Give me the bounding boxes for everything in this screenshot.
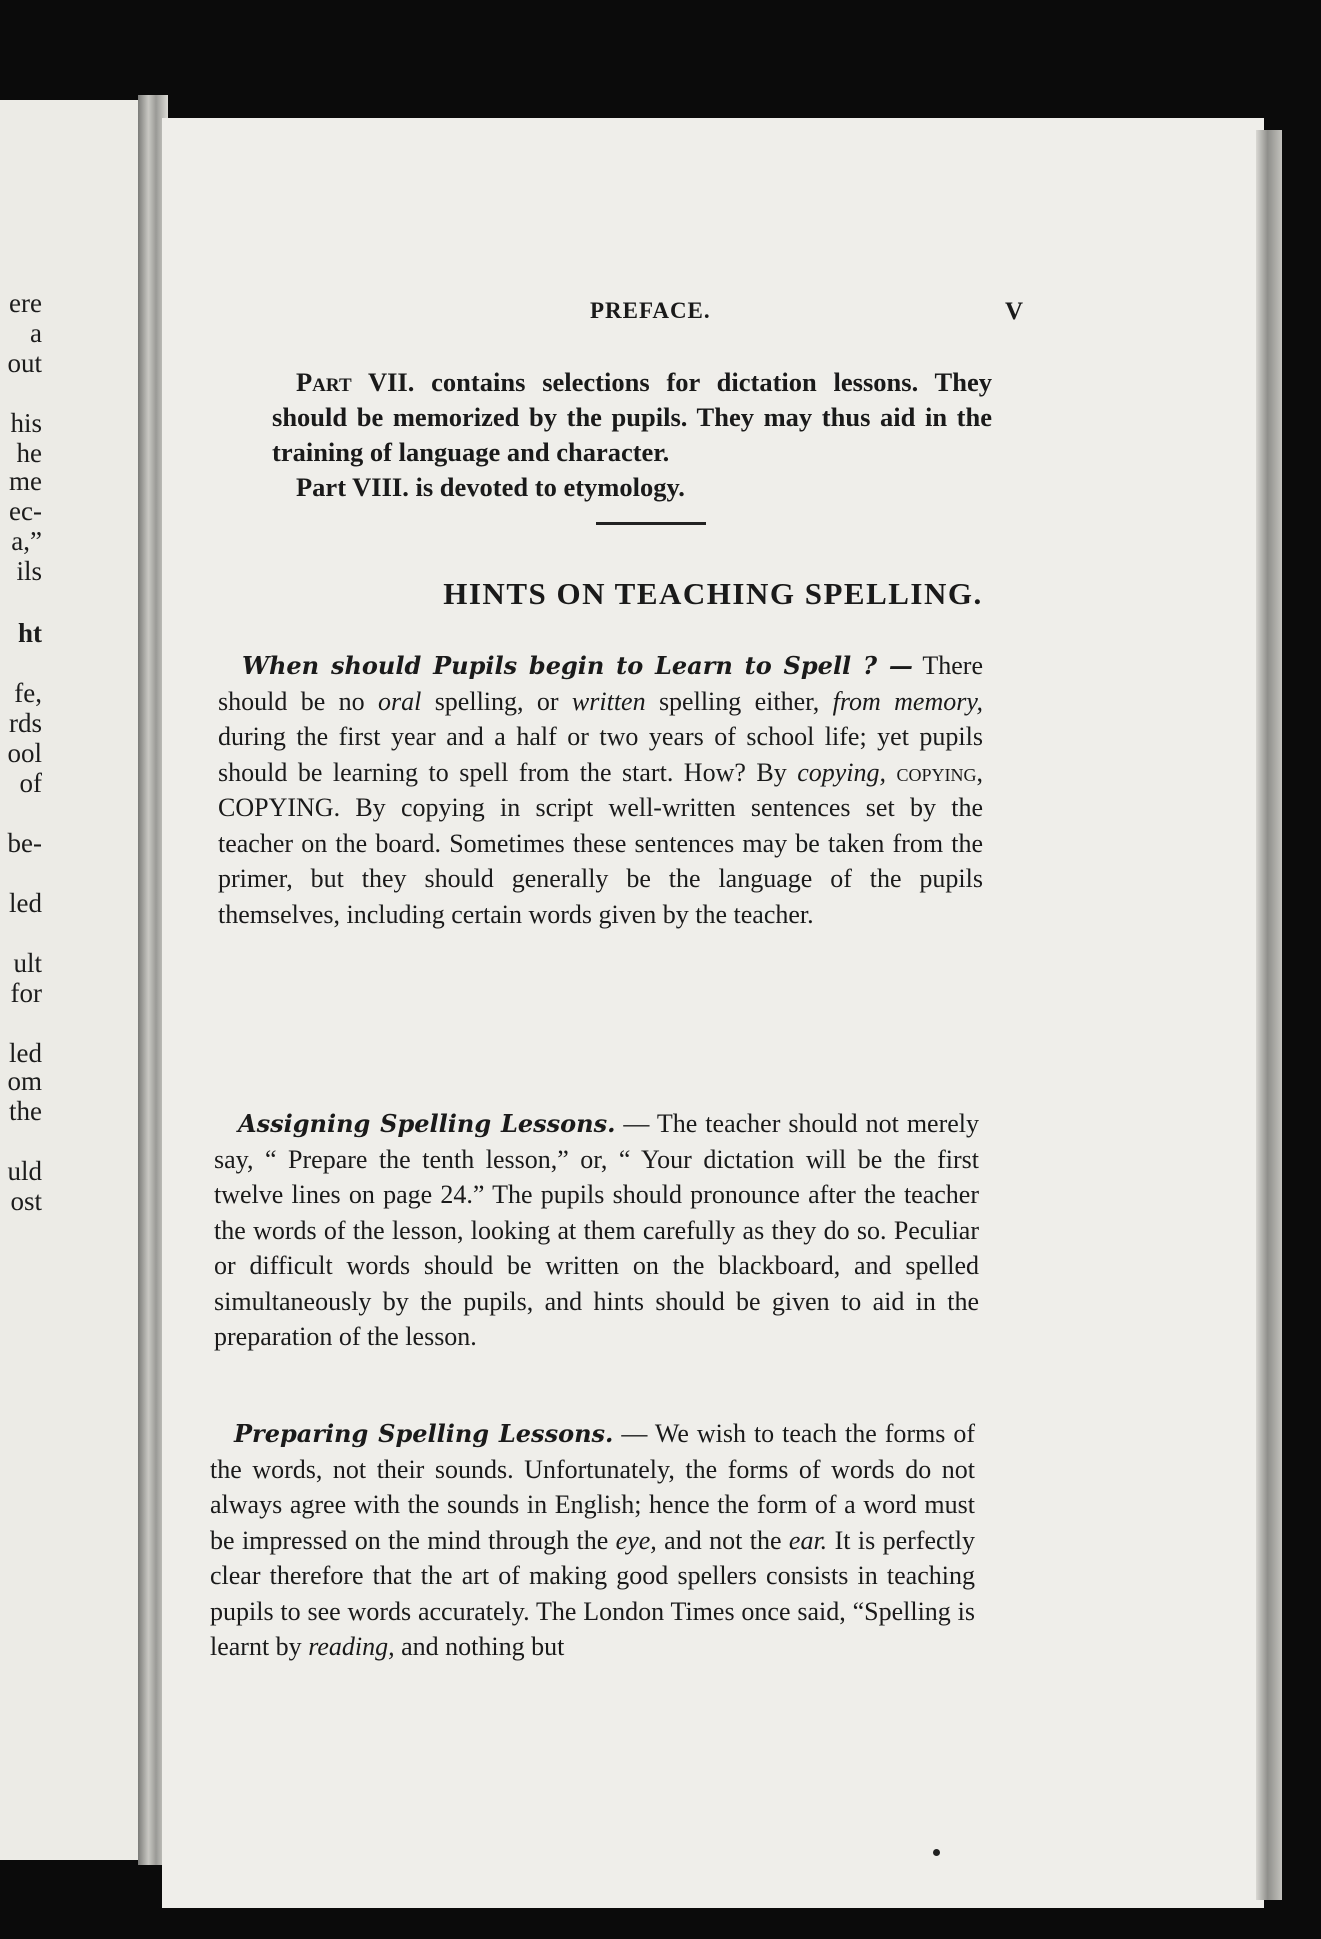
body-text: There should be no bbox=[218, 651, 984, 716]
hint-paragraph bbox=[214, 1106, 979, 1355]
facing-page-fragment: of bbox=[19, 768, 42, 798]
facing-page-fragment: ec- bbox=[9, 496, 42, 526]
side-heading: Assigning Spelling Lessons. bbox=[238, 1109, 616, 1138]
italic-text: written bbox=[571, 686, 646, 716]
facing-page-fragment: a bbox=[30, 318, 42, 348]
italic-text: oral bbox=[377, 686, 422, 716]
facing-page-fragment: led bbox=[9, 888, 42, 918]
small-caps-text: copying, bbox=[886, 757, 983, 787]
hint-paragraph bbox=[218, 648, 983, 932]
hint-section bbox=[218, 648, 983, 932]
intro-text: VII. contains selections for dictation lessons. They should be memorized by the pupils. They may thus aid in the training of language and character. bbox=[272, 367, 992, 467]
book-page bbox=[162, 118, 1264, 1908]
facing-page-fragment: ult bbox=[13, 948, 42, 978]
italic-text: copying, bbox=[797, 757, 886, 787]
hint-paragraph bbox=[210, 1416, 975, 1665]
body-text: during the first year and a half or two years of school life; yet pupils should be learning to spell from the start. How? By bbox=[218, 722, 983, 787]
page-edge bbox=[1256, 130, 1282, 1900]
facing-page-fragment: he bbox=[16, 438, 42, 468]
facing-page-fragment: ool bbox=[7, 738, 42, 768]
facing-page-fragment: ere bbox=[9, 288, 42, 318]
body-text: spelling, or bbox=[421, 686, 572, 716]
facing-page-fragment: rds bbox=[9, 708, 42, 738]
body-text: — We wish to teach the forms of the words, not their sounds. Unfortunately, the forms of words do not always agree with the sounds in English; hence the form of a word must be impressed on the mind through the bbox=[210, 1419, 976, 1555]
side-heading: When should Pupils begin to Learn to Spell ? — bbox=[242, 651, 913, 680]
italic-text: eye, bbox=[615, 1525, 657, 1555]
facing-page-fragment: for bbox=[10, 978, 42, 1008]
side-heading: Preparing Spelling Lessons. bbox=[234, 1419, 614, 1448]
facing-page-fragment: uld bbox=[7, 1156, 42, 1186]
hint-section bbox=[214, 1106, 979, 1355]
body-text: spelling either, bbox=[645, 686, 833, 716]
facing-page-fragment: be- bbox=[7, 828, 42, 858]
facing-page-fragment: his bbox=[10, 408, 42, 438]
part-label: Part bbox=[296, 367, 352, 397]
facing-page-fragment: ht bbox=[17, 618, 42, 648]
facing-page-fragment: the bbox=[9, 1096, 42, 1126]
facing-page-fragment: om bbox=[7, 1066, 42, 1096]
intro-text: Part VIII. is devoted to etymology. bbox=[296, 472, 685, 502]
intro-paragraph bbox=[272, 470, 992, 505]
body-text: It is perfectly clear therefore that the art of making good spellers consists in teaching pupils to see words accurately. The London Times once said, “Spelling is learnt by bbox=[210, 1525, 976, 1661]
italic-text: ear. bbox=[788, 1525, 828, 1555]
body-text: COPYING. By copying in script well-written sentences set by the teacher on the board. Sometimes these sentences may be taken from the primer, but they should generally be the language of the pupils themselves, including certain words given by the teacher. bbox=[218, 793, 983, 929]
facing-page-fragment: me bbox=[9, 466, 42, 496]
facing-page-fragment: ost bbox=[10, 1186, 42, 1216]
intro-paragraph bbox=[272, 365, 992, 470]
facing-page bbox=[0, 100, 150, 1860]
section-divider bbox=[596, 522, 706, 525]
ink-speck bbox=[933, 1849, 940, 1856]
facing-page-fragment: fe, bbox=[14, 678, 42, 708]
body-text: and not the bbox=[656, 1525, 789, 1555]
page-number: V bbox=[1005, 298, 1024, 325]
section-heading: HINTS ON TEACHING SPELLING. bbox=[443, 576, 983, 611]
facing-page-fragment: ils bbox=[16, 556, 42, 586]
facing-page-fragment: a,” bbox=[11, 526, 42, 556]
facing-page-fragment: out bbox=[7, 348, 42, 378]
intro-block bbox=[272, 365, 992, 505]
facing-page-fragment: led bbox=[9, 1038, 42, 1068]
running-title: PREFACE. bbox=[590, 298, 711, 323]
hint-section bbox=[210, 1416, 975, 1665]
body-text: — The teacher should not merely say, “ Prepare the tenth lesson,” or, “ Your dictation will be the first twelve lines on page 24.” The pupils should pronounce after the teacher the words of the lesson, looking at them carefully as they do so. Peculiar or difficult words should be written on the blackboard, and spelled simultaneously by the pupils, and hints should be given to aid in the preparation of the lesson. bbox=[214, 1109, 979, 1351]
italic-text: from memory, bbox=[832, 686, 983, 716]
body-text: and nothing but bbox=[394, 1632, 565, 1661]
running-head bbox=[162, 298, 1264, 338]
italic-text: reading, bbox=[308, 1632, 395, 1661]
